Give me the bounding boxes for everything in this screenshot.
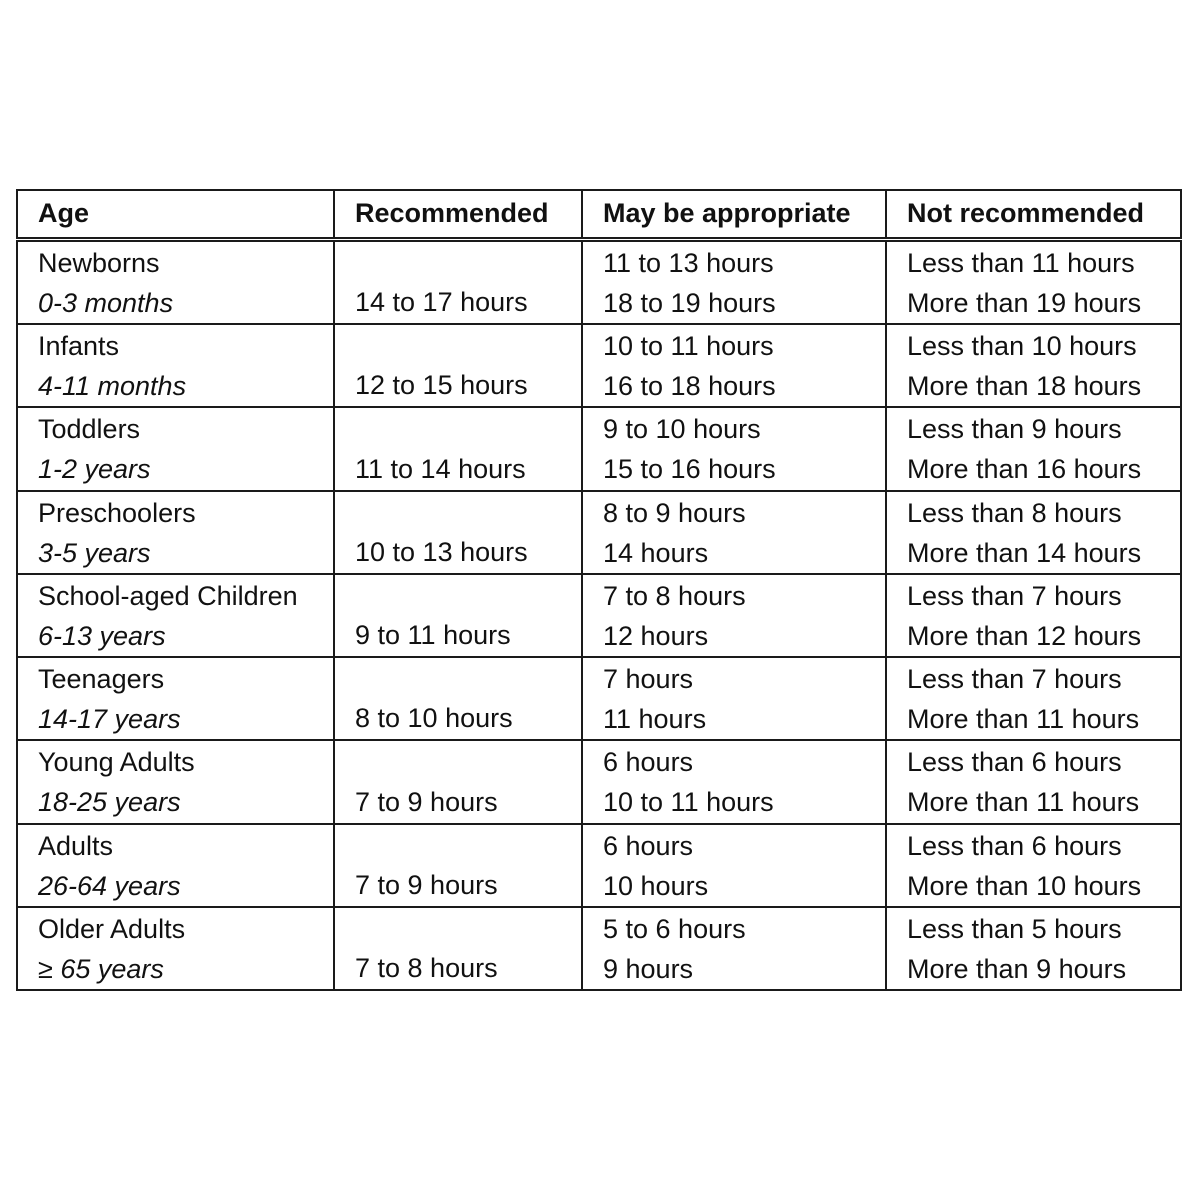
not-recommended-cell xyxy=(886,824,1181,907)
age-group-label: Older Adults xyxy=(38,913,186,944)
may-be-appropriate-high: 16 to 18 hours xyxy=(603,371,776,402)
recommended-cell xyxy=(334,574,582,657)
may-be-appropriate-low: 7 hours xyxy=(603,664,694,695)
age-group-label: Adults xyxy=(38,830,114,861)
age-cell xyxy=(17,824,334,907)
recommended-hours: 7 to 8 hours xyxy=(355,953,498,983)
age-cell xyxy=(17,574,334,657)
age-cell xyxy=(17,657,334,740)
may-be-appropriate-cell xyxy=(582,657,886,740)
may-be-appropriate-high: 9 hours xyxy=(603,953,694,984)
may-be-appropriate-high: 14 hours xyxy=(603,537,709,568)
not-recommended-low: Less than 9 hours xyxy=(907,414,1122,445)
age-range-label: 14-17 years xyxy=(38,704,181,735)
table-row xyxy=(17,407,1181,490)
not-recommended-high: More than 10 hours xyxy=(907,870,1142,901)
table-body xyxy=(17,240,1181,991)
age-range-label: ≥ 65 years xyxy=(38,953,164,984)
table-row xyxy=(17,740,1181,823)
age-group-label: Toddlers xyxy=(38,414,141,445)
header-row xyxy=(17,190,1181,240)
age-cell xyxy=(17,491,334,574)
not-recommended-low: Less than 6 hours xyxy=(907,747,1122,778)
may-be-appropriate-cell xyxy=(582,907,886,990)
age-range-label: 1-2 years xyxy=(38,454,151,485)
not-recommended-high: More than 14 hours xyxy=(907,537,1142,568)
not-recommended-low: Less than 7 hours xyxy=(907,580,1122,611)
may-be-appropriate-low: 5 to 6 hours xyxy=(603,913,746,944)
age-range-label: 0-3 months xyxy=(38,288,174,318)
may-be-appropriate-high: 12 hours xyxy=(603,620,709,651)
age-group-label: School-aged Children xyxy=(38,580,298,611)
age-cell xyxy=(17,407,334,490)
age-group-label: Young Adults xyxy=(38,747,195,778)
table-row xyxy=(17,324,1181,407)
recommended-hours: 11 to 14 hours xyxy=(355,453,526,484)
may-be-appropriate-cell xyxy=(582,324,886,407)
recommended-cell xyxy=(334,407,582,490)
may-be-appropriate-cell xyxy=(582,407,886,490)
age-group-label: Newborns xyxy=(38,248,160,278)
not-recommended-cell xyxy=(886,407,1181,490)
recommended-cell xyxy=(334,657,582,740)
not-recommended-low: Less than 7 hours xyxy=(907,664,1122,695)
may-be-appropriate-cell xyxy=(582,491,886,574)
may-be-appropriate-low: 6 hours xyxy=(603,830,694,861)
age-cell xyxy=(17,324,334,407)
header-recommended: Recommended xyxy=(334,190,582,240)
recommended-hours: 9 to 11 hours xyxy=(355,620,511,651)
may-be-appropriate-high: 11 hours xyxy=(603,704,707,735)
table-row xyxy=(17,240,1181,325)
may-be-appropriate-low: 7 to 8 hours xyxy=(603,580,746,611)
age-group-label: Preschoolers xyxy=(38,497,196,528)
table-header xyxy=(17,190,1181,240)
age-cell xyxy=(17,740,334,823)
not-recommended-low: Less than 6 hours xyxy=(907,830,1122,861)
may-be-appropriate-high: 15 to 16 hours xyxy=(603,454,776,485)
not-recommended-high: More than 19 hours xyxy=(907,288,1142,318)
not-recommended-low: Less than 5 hours xyxy=(907,913,1122,944)
table-row xyxy=(17,491,1181,574)
may-be-appropriate-cell xyxy=(582,574,886,657)
age-range-label: 18-25 years xyxy=(38,787,181,818)
not-recommended-high: More than 11 hours xyxy=(907,704,1140,735)
age-range-label: 26-64 years xyxy=(38,870,181,901)
recommended-hours: 14 to 17 hours xyxy=(355,287,528,318)
may-be-appropriate-high: 18 to 19 hours xyxy=(603,288,776,318)
may-be-appropriate-low: 11 to 13 hours xyxy=(603,248,774,278)
not-recommended-high: More than 18 hours xyxy=(907,371,1142,402)
header-may-be-appropriate: May be appropriate xyxy=(582,190,886,240)
may-be-appropriate-high: 10 hours xyxy=(603,870,709,901)
not-recommended-cell xyxy=(886,907,1181,990)
recommended-cell xyxy=(334,824,582,907)
not-recommended-cell xyxy=(886,491,1181,574)
age-range-label: 3-5 years xyxy=(38,537,151,568)
not-recommended-low: Less than 11 hours xyxy=(907,248,1135,278)
recommended-cell xyxy=(334,491,582,574)
recommended-cell xyxy=(334,907,582,990)
not-recommended-cell xyxy=(886,574,1181,657)
not-recommended-cell xyxy=(886,240,1181,325)
recommended-hours: 10 to 13 hours xyxy=(355,536,528,567)
recommended-cell xyxy=(334,324,582,407)
may-be-appropriate-cell xyxy=(582,240,886,325)
not-recommended-high: More than 16 hours xyxy=(907,454,1142,485)
may-be-appropriate-low: 9 to 10 hours xyxy=(603,414,761,445)
age-group-label: Teenagers xyxy=(38,664,165,695)
not-recommended-high: More than 11 hours xyxy=(907,787,1140,818)
may-be-appropriate-low: 6 hours xyxy=(603,747,694,778)
recommended-hours: 7 to 9 hours xyxy=(355,786,498,817)
recommended-hours: 8 to 10 hours xyxy=(355,703,513,734)
may-be-appropriate-low: 8 to 9 hours xyxy=(603,497,746,528)
not-recommended-high: More than 9 hours xyxy=(907,953,1127,984)
recommended-cell xyxy=(334,240,582,325)
age-range-label: 4-11 months xyxy=(38,371,187,402)
age-range-label: 6-13 years xyxy=(38,620,166,651)
may-be-appropriate-low: 10 to 11 hours xyxy=(603,331,774,362)
table-row xyxy=(17,824,1181,907)
header-age: Age xyxy=(17,190,334,240)
not-recommended-cell xyxy=(886,324,1181,407)
recommended-hours: 7 to 9 hours xyxy=(355,869,498,900)
age-group-label: Infants xyxy=(38,331,120,362)
table-row xyxy=(17,907,1181,990)
recommended-hours: 12 to 15 hours xyxy=(355,370,528,401)
not-recommended-cell xyxy=(886,740,1181,823)
not-recommended-low: Less than 8 hours xyxy=(907,497,1122,528)
age-cell xyxy=(17,907,334,990)
may-be-appropriate-cell xyxy=(582,740,886,823)
sleep-recommendations-table xyxy=(16,189,1182,991)
header-not-recommended: Not recommended xyxy=(886,190,1181,240)
age-cell xyxy=(17,240,334,325)
table-row xyxy=(17,574,1181,657)
recommended-cell xyxy=(334,740,582,823)
not-recommended-cell xyxy=(886,657,1181,740)
table-row xyxy=(17,657,1181,740)
may-be-appropriate-cell xyxy=(582,824,886,907)
not-recommended-low: Less than 10 hours xyxy=(907,331,1137,362)
not-recommended-high: More than 12 hours xyxy=(907,620,1142,651)
may-be-appropriate-high: 10 to 11 hours xyxy=(603,787,774,818)
